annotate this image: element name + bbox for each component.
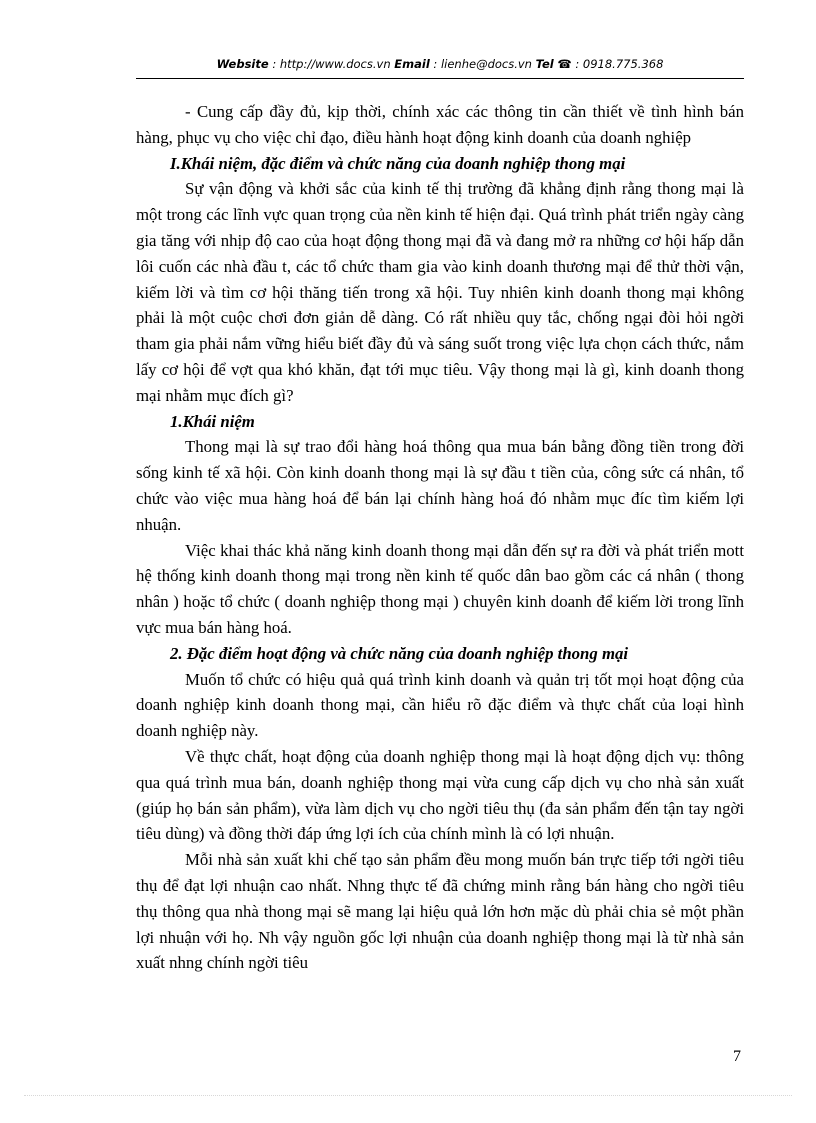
phone-icon: ☎: [557, 57, 572, 71]
page-bottom-border: [24, 1095, 792, 1096]
subsection-heading: 1.Khái niệm: [170, 411, 255, 431]
page-number: 7: [733, 1048, 741, 1065]
subsection-heading: 2. Đặc điểm hoạt động và chức năng của doanh nghiệp thong mại: [170, 643, 629, 663]
body-paragraph: - Cung cấp đầy đủ, kịp thời, chính xác các thông tin cần thiết về tình hình bán hàng, phục vụ cho việc chỉ đạo, điều hành hoạt động kinh doanh của doanh nghiệp: [136, 102, 744, 147]
website-value: : http://www.docs.vn: [272, 57, 391, 71]
body-paragraph: Mỗi nhà sản xuất khi chế tạo sản phẩm đều mong muốn bán trực tiếp tới ngời tiêu thụ để đạt lợi nhuận cao nhất. Nhng thực tế đã chứng minh rằng bán hàng cho ngời tiêu thụ thông qua nhà thong mại sẽ mang lại hiệu quả lớn hơn mặc dù phải chia sẻ một phần lợi nhuận với họ. Nh vậy nguồn gốc lợi nhuận của doanh nghiệp thong mại là từ nhà sản xuất nhng chính ngời tiêu: [136, 850, 744, 973]
website-label: Website: [216, 57, 269, 71]
body-paragraph: Muốn tổ chức có hiệu quả quá trình kinh doanh và quản trị tốt mọi hoạt động của doanh nghiệp kinh doanh thong mại, cần hiểu rõ đặc điểm và thực chất của loại hình doanh nghiệp này.: [136, 669, 744, 741]
body-paragraph: Về thực chất, hoạt động của doanh nghiệp thong mại là hoạt động dịch vụ: thông qua quá trình mua bán, doanh nghiệp thong mại vừa cung cấp dịch vụ cho nhà sản xuất (giúp họ bán sản phẩm), vừa làm dịch vụ cho ngời tiêu thụ (đa sản phẩm đến tận tay ngời tiêu dùng) và đồng thời đáp ứng lợi ích của chính mình là có lợi nhuận.: [136, 746, 744, 844]
page-header: [136, 57, 744, 71]
body-paragraph: Việc khai thác khả năng kinh doanh thong mại dẫn đến sự ra đời và phát triển mott hệ thống kinh doanh thong mại trong nền kinh tế quốc dân bao gồm các cá nhân ( thong nhân ) hoặc tổ chức ( doanh nghiệp thong mại ) chuyên kinh doanh để kiếm lời trong lĩnh vực mua bán hàng hoá.: [136, 540, 744, 637]
tel-value: : 0918.775.368: [575, 57, 664, 71]
section-heading: I.Khái niệm, đặc điểm và chức năng của doanh nghiệp thong mại: [170, 153, 626, 173]
tel-label: Tel: [535, 57, 554, 71]
email-label: Email: [394, 57, 430, 71]
body-paragraph: Thong mại là sự trao đổi hàng hoá thông qua mua bán bằng đồng tiền trong đời sống kinh tế xã hội. Còn kinh doanh thong mại là sự đầu t tiền của, công sức cá nhân, tổ chức vào việc mua hàng hoá để bán lại chính hàng hoá đó nhằm mục đíc tìm kiếm lợi nhuận.: [136, 437, 744, 534]
document-body: [136, 99, 744, 976]
header-rule: [136, 78, 744, 79]
body-paragraph: Sự vận động và khởi sắc của kinh tế thị trường đã khẳng định rằng thong mại là một trong các lĩnh vực quan trọng của nền kinh tế hiện đại. Quá trình phát triển ngày càng gia tăng với nhịp độ cao của hoạt động thong mại đã và đang mở ra những cơ hội hấp dẫn lôi cuốn các nhà đầu t, các tổ chức tham gia vào kinh doanh thương mại để thử thời vận, kiếm lời và tìm cơ hội thăng tiến trong xã hội. Tuy nhiên kinh doanh thong mại không phải là một cuộc chơi đơn giản dễ dàng. Có rất nhiều quy tắc, chống ngại đòi hỏi ngời tham gia phải nắm vững hiểu biết đầy đủ và sáng suốt trong việc lựa chọn cách thức, nắm lấy cơ hội để vợt qua khó khăn, đạt tới mục tiêu. Vậy thong mại là gì, kinh doanh thong mại nhằm mục đích gì?: [136, 179, 744, 405]
email-value: : lienhe@docs.vn: [433, 57, 532, 71]
